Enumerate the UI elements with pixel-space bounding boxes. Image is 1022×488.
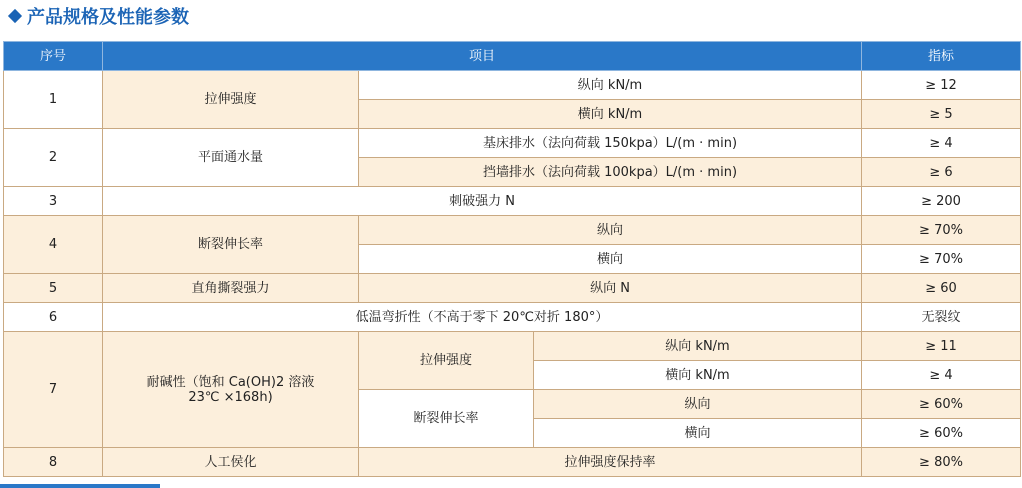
table-row [4, 216, 1021, 245]
row-seq: 1 [4, 71, 103, 129]
row-value: ≥ 4 [862, 361, 1021, 390]
row-sub-item: 纵向 kN/m [359, 71, 862, 100]
row-group-name: 断裂伸长率 [359, 390, 534, 448]
row-item-name: 刺破强力 N [103, 187, 862, 216]
row-sub-item: 纵向 N [359, 274, 862, 303]
row-value: ≥ 60% [862, 390, 1021, 419]
table-row [4, 71, 1021, 100]
row-value: ≥ 6 [862, 158, 1021, 187]
diamond-bullet-icon [8, 9, 22, 23]
row-value: ≥ 4 [862, 129, 1021, 158]
row-value: 无裂纹 [862, 303, 1021, 332]
row-item-name: 低温弯折性（不高于零下 20℃对折 180°） [103, 303, 862, 332]
row-seq: 7 [4, 332, 103, 448]
row-sub-item: 横向 kN/m [534, 361, 862, 390]
row-sub-item: 横向 [534, 419, 862, 448]
row-item-name: 断裂伸长率 [103, 216, 359, 274]
spec-table [3, 41, 1021, 477]
row-value: ≥ 70% [862, 216, 1021, 245]
table-row [4, 332, 1021, 361]
table-row [4, 274, 1021, 303]
row-value: ≥ 80% [862, 448, 1021, 477]
row-sub-item: 纵向 kN/m [534, 332, 862, 361]
row-item-name: 拉伸强度 [103, 71, 359, 129]
row-item-name: 人工侯化 [103, 448, 359, 477]
row-item-name [103, 332, 359, 448]
row-value: ≥ 60 [862, 274, 1021, 303]
row-sub-item: 纵向 [359, 216, 862, 245]
row-item-name-line2: 23℃ ×168h) [188, 389, 273, 405]
row-group-name: 拉伸强度 [359, 332, 534, 390]
row-sub-item: 拉伸强度保持率 [359, 448, 862, 477]
row-sub-item: 基床排水（法向荷载 150kpa）L/(m · min) [359, 129, 862, 158]
table-row [4, 448, 1021, 477]
header-seq: 序号 [4, 42, 103, 71]
row-seq: 5 [4, 274, 103, 303]
row-item-name-line1: 耐碱性（饱和 Ca(OH)2 溶液 [146, 374, 315, 390]
table-row [4, 187, 1021, 216]
table-row [4, 303, 1021, 332]
row-value: ≥ 200 [862, 187, 1021, 216]
row-value: ≥ 12 [862, 71, 1021, 100]
table-header-row [4, 42, 1021, 71]
header-index: 指标 [862, 42, 1021, 71]
row-seq: 6 [4, 303, 103, 332]
table-row [4, 129, 1021, 158]
row-seq: 3 [4, 187, 103, 216]
row-sub-item: 挡墙排水（法向荷载 100kpa）L/(m · min) [359, 158, 862, 187]
row-seq: 8 [4, 448, 103, 477]
row-value: ≥ 5 [862, 100, 1021, 129]
row-sub-item: 纵向 [534, 390, 862, 419]
row-value: ≥ 70% [862, 245, 1021, 274]
row-seq: 2 [4, 129, 103, 187]
row-sub-item: 横向 [359, 245, 862, 274]
row-item-name: 平面通水量 [103, 129, 359, 187]
page-title-text: 产品规格及性能参数 [27, 7, 189, 28]
row-sub-item: 横向 kN/m [359, 100, 862, 129]
row-seq: 4 [4, 216, 103, 274]
row-value: ≥ 60% [862, 419, 1021, 448]
header-item: 项目 [103, 42, 862, 71]
bottom-accent-bar [0, 484, 160, 488]
page-title [8, 2, 189, 30]
row-item-name: 直角撕裂强力 [103, 274, 359, 303]
row-value: ≥ 11 [862, 332, 1021, 361]
